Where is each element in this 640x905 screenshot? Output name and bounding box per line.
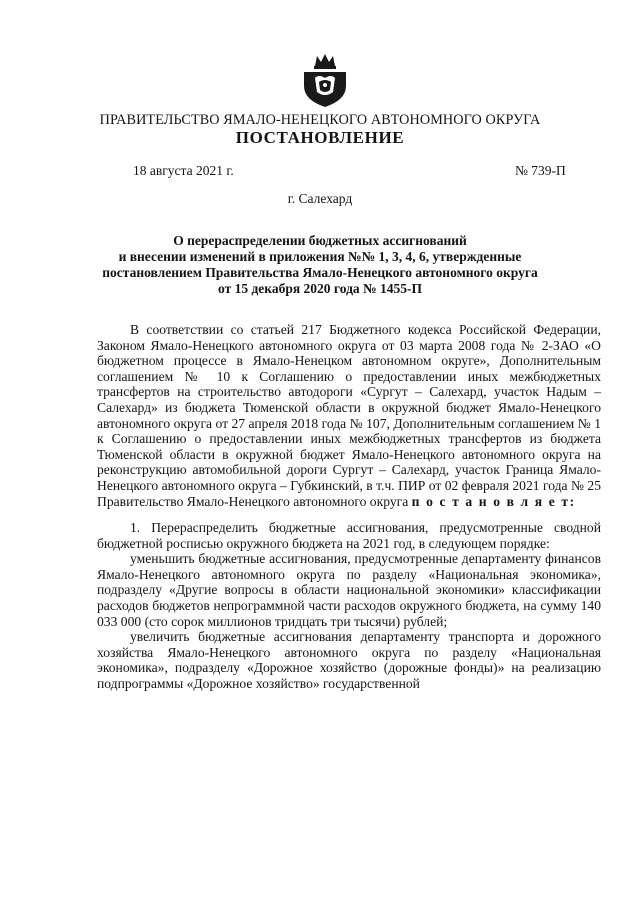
document-date: 18 августа 2021 г. — [133, 163, 234, 178]
preamble-paragraph — [97, 322, 601, 509]
subject-line: постановлением Правительства Ямало-Ненецкого автономного округа — [102, 265, 538, 280]
coat-of-arms-icon — [301, 52, 349, 108]
subject-line: от 15 декабря 2020 года № 1455-П — [218, 281, 422, 296]
resolution-paragraph: уменьшить бюджетные ассигнования, предусмотренные департаменту финансов Ямало-Ненецкого автономного округа по разделу «Национальная экономика», подразделу «Другие вопросы в области национальной экономики» классификации расходов бюджетов непрограммной части расходов окружного бюджета, на сумму 140 033 000 (сто сорок миллионов тридцать три тысячи) рублей; — [97, 551, 601, 629]
document-subject — [96, 233, 544, 297]
document-city: г. Салехард — [287, 191, 353, 206]
government-name: ПРАВИТЕЛЬСТВО ЯМАЛО-НЕНЕЦКОГО АВТОНОМНОГО ОКРУГА — [99, 112, 541, 128]
document-number: № 739-П — [515, 163, 566, 178]
preamble-text: В соответствии со статьей 217 Бюджетного кодекса Российской Федерации, Законом Ямало-Ненецкого автономного округа от 03 марта 2008 года № 2-ЗАО «О бюджетном процессе в Ямало-Ненецком автономном округе», Дополнительным соглашением № 10 к Соглашению о предоставлении иных межбюджетных трансфертов на строительство автодороги «Сургут – Салехард, участок Надым – Салехард» из бюджета Тюменской области в окружной бюджет Ямало-Ненецкого автономного округа от 27 апреля 2018 года № 107, Дополнительным соглашением № 1 к Соглашению о предоставлении иных межбюджетных трансфертов из бюджета Тюменской области в окружной бюджет Ямало-Ненецкого автономного округа на реконструкцию автомобильной дороги Сургут – Салехард, участок Граница Ямало-Ненецкого автономного округа – Губкинский, в т.ч. ПИР от 02 февраля 2021 года № 25 Правительство Ямало-Ненецкого автономного округа — [97, 322, 601, 509]
subject-line: и внесении изменений в приложения №№ 1, 3, 4, 6, утвержденные — [118, 249, 522, 264]
resolution-paragraph: 1. Перераспределить бюджетные ассигнования, предусмотренные сводной бюджетной росписью окружного бюджета на 2021 год, в следующем порядке: — [97, 520, 601, 551]
preamble — [97, 322, 601, 509]
document-type: ПОСТАНОВЛЕНИЕ — [235, 128, 405, 147]
resolves-word: п о с т а н о в л я е т: — [411, 493, 576, 509]
subject-line: О перераспределении бюджетных ассигнований — [173, 233, 467, 248]
resolution-items — [97, 520, 601, 692]
resolution-paragraph: увеличить бюджетные ассигнования департаменту транспорта и дорожного хозяйства Ямало-Ненецкого автономного округа по разделу «Национальная экономика», подразделу «Дорожное хозяйство (дорожные фонды)» на реализацию подпрограммы «Дорожное хозяйство» государственной — [97, 629, 601, 691]
